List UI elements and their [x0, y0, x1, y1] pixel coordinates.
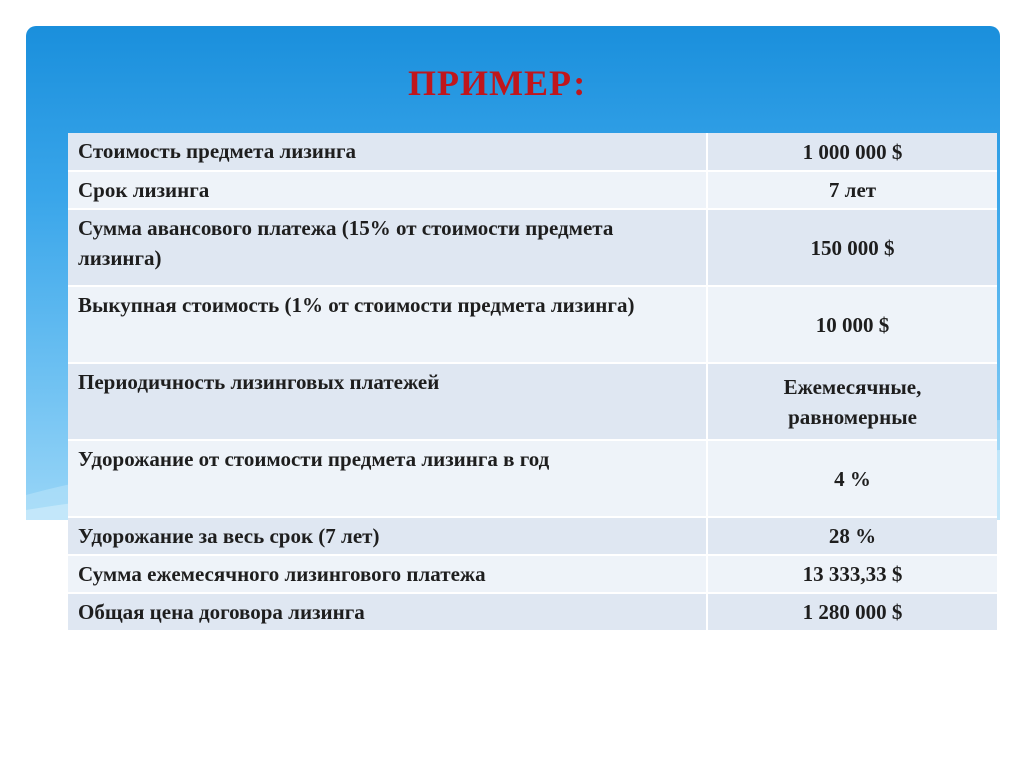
row-value: Ежемесячные, равномерные [707, 363, 997, 440]
slide-title: ПРИМЕР: [408, 63, 587, 103]
table-row [68, 555, 997, 593]
table-row [68, 440, 997, 517]
leasing-example-table [68, 133, 997, 632]
row-label: Периодичность лизинговых платежей [68, 363, 707, 440]
row-value: 28 % [707, 517, 997, 555]
row-label: Стоимость предмета лизинга [68, 133, 707, 171]
table-row [68, 286, 997, 363]
row-value: 150 000 $ [707, 209, 997, 286]
table-row [68, 593, 997, 631]
row-value: 7 лет [707, 171, 997, 209]
row-value: 13 333,33 $ [707, 555, 997, 593]
row-value: 1 280 000 $ [707, 593, 997, 631]
row-value: 4 % [707, 440, 997, 517]
table-row [68, 209, 997, 286]
table-row [68, 171, 997, 209]
row-label: Удорожание за весь срок (7 лет) [68, 517, 707, 555]
row-value: 1 000 000 $ [707, 133, 997, 171]
row-label: Сумма авансового платежа (15% от стоимости предмета лизинга) [68, 209, 707, 286]
row-label: Удорожание от стоимости предмета лизинга в год [68, 440, 707, 517]
table-row [68, 517, 997, 555]
row-label: Срок лизинга [68, 171, 707, 209]
row-value: 10 000 $ [707, 286, 997, 363]
table-row [68, 363, 997, 440]
row-label: Выкупная стоимость (1% от стоимости предмета лизинга) [68, 286, 707, 363]
row-label: Общая цена договора лизинга [68, 593, 707, 631]
row-label: Сумма ежемесячного лизингового платежа [68, 555, 707, 593]
table-row [68, 133, 997, 171]
